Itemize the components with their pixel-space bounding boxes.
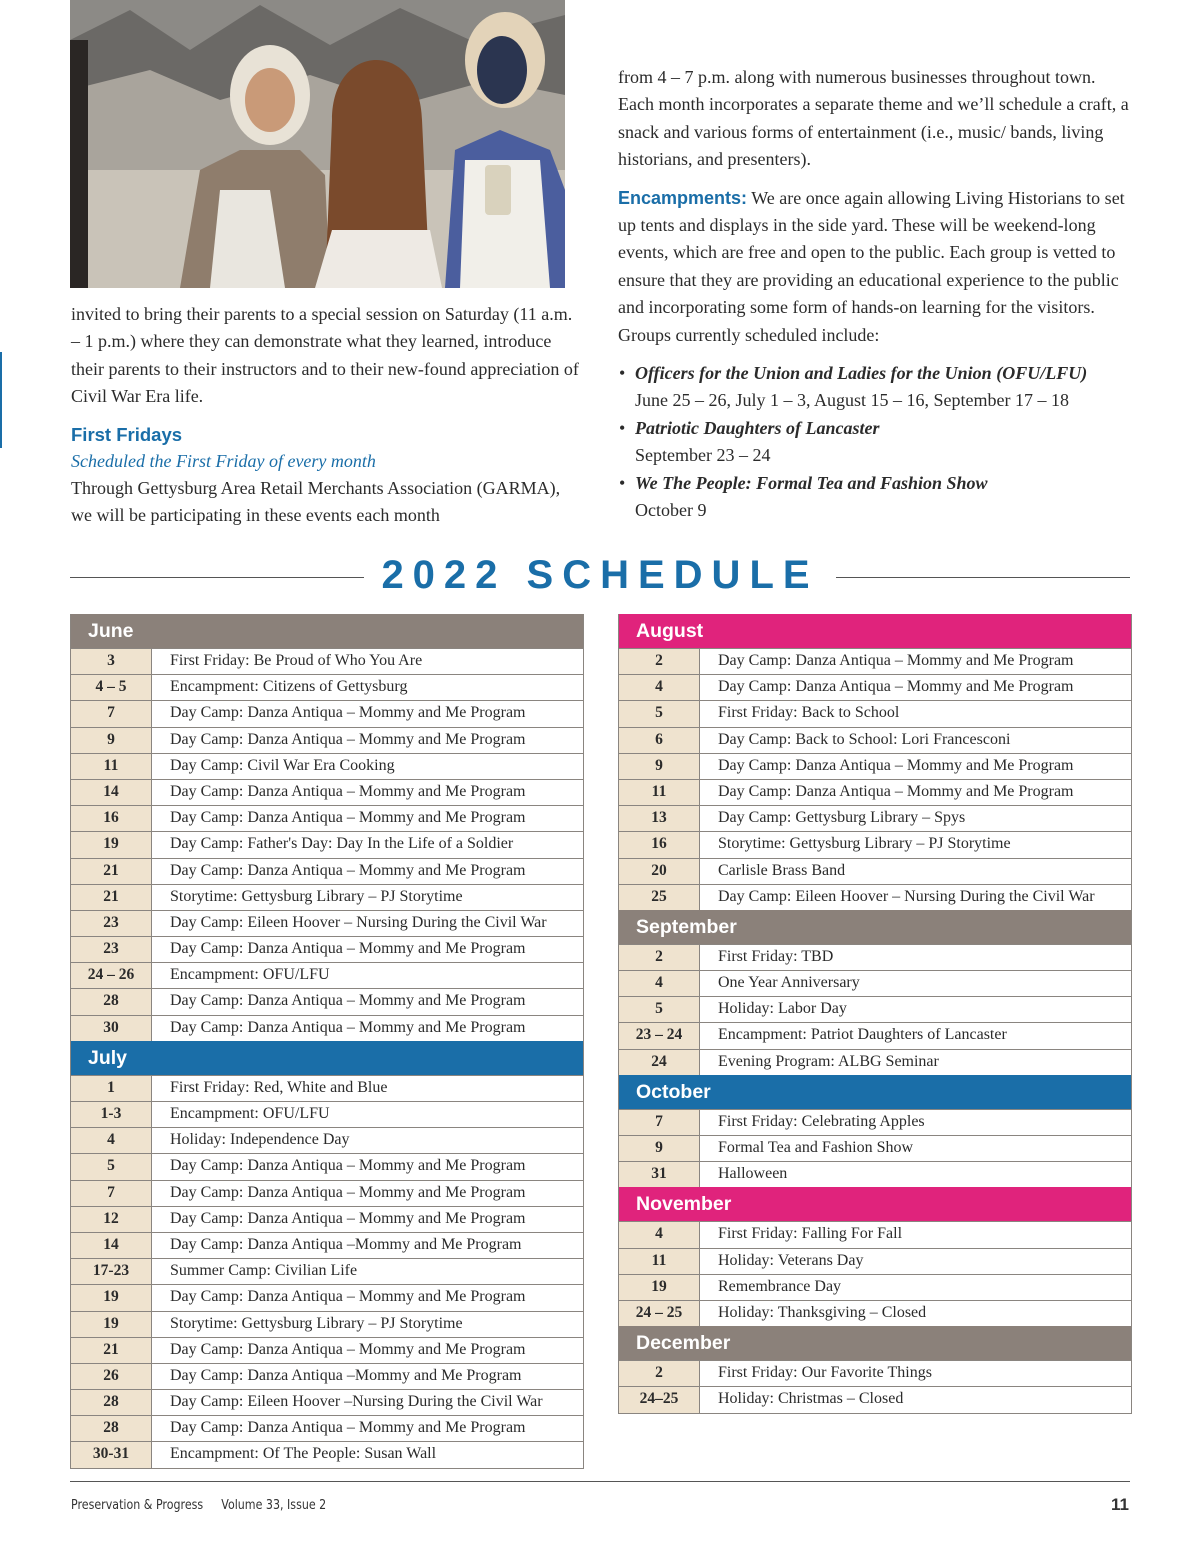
schedule-day: 3 — [71, 649, 152, 674]
schedule-event: Carlisle Brass Band — [718, 861, 846, 879]
schedule-day: 21 — [71, 885, 152, 910]
schedule-row — [71, 1232, 583, 1258]
schedule-day: 24–25 — [619, 1387, 700, 1412]
page-number: 11 — [1111, 1495, 1129, 1514]
schedule-row — [619, 944, 1131, 970]
schedule-day: 6 — [619, 728, 700, 753]
schedule-day: 13 — [619, 806, 700, 831]
schedule-day: 5 — [619, 997, 700, 1022]
group-dates: September 23 – 24 — [635, 445, 771, 466]
schedule-event: Encampment: OFU/LFU — [170, 966, 330, 984]
schedule-day: 7 — [71, 1181, 152, 1206]
schedule-row — [619, 727, 1131, 753]
schedule-row — [71, 831, 583, 857]
schedule-event: First Friday: TBD — [718, 947, 834, 965]
bullet-icon: • — [619, 417, 626, 438]
schedule-row — [71, 779, 583, 805]
schedule-day: 7 — [619, 1110, 700, 1135]
schedule-event: Day Camp: Danza Antiqua – Mommy and Me Program — [170, 1183, 526, 1201]
schedule-event: Storytime: Gettysburg Library – PJ Storytime — [718, 835, 1011, 853]
schedule-event: Day Camp: Danza Antiqua – Mommy and Me Program — [718, 782, 1074, 800]
schedule-row — [619, 884, 1131, 910]
month-header-august: August — [619, 614, 1131, 648]
first-fridays-subheading: Scheduled the First Friday of every month — [71, 450, 376, 471]
schedule-row — [71, 1127, 583, 1153]
encampments-body: We are once again allowing Living Historians to set up tents and displays in the side yard. These will be weekend-long events, which are free and open to the public. Each group is vetted to ensure that they are providing an educational experience to the public and incorporating some form of hands-on learning for the visitors. Groups currently scheduled include: — [618, 187, 1125, 345]
schedule-day: 21 — [71, 859, 152, 884]
schedule-row — [619, 674, 1131, 700]
schedule-day: 4 — [619, 971, 700, 996]
schedule-event: Storytime: Gettysburg Library – PJ Storytime — [170, 1314, 463, 1332]
schedule-day: 14 — [71, 1233, 152, 1258]
schedule-event: Day Camp: Eileen Hoover – Nursing During the Civil War — [170, 913, 547, 931]
schedule-row — [71, 858, 583, 884]
schedule-day: 4 — [619, 1222, 700, 1247]
schedule-row — [619, 1248, 1131, 1274]
schedule-row — [619, 1300, 1131, 1326]
schedule-day: 23 — [71, 911, 152, 936]
right-intro-column — [618, 64, 1133, 525]
schedule-day: 21 — [71, 1338, 152, 1363]
encampments-paragraph — [618, 185, 1133, 349]
schedule-row — [619, 1135, 1131, 1161]
schedule-event: Day Camp: Danza Antiqua – Mommy and Me Program — [170, 940, 526, 958]
schedule-row — [71, 936, 583, 962]
group-name: Officers for the Union and Ladies for the Union (OFU/LFU) — [635, 363, 1088, 384]
schedule-day: 19 — [619, 1275, 700, 1300]
schedule-row — [71, 1206, 583, 1232]
schedule-event: Day Camp: Father's Day: Day In the Life of a Soldier — [170, 835, 514, 853]
schedule-row — [619, 831, 1131, 857]
continued-paragraph-right: from 4 – 7 p.m. along with numerous businesses throughout town. Each month incorporates a separate theme and we’ll schedule a craft, a snack and various forms of entertainment (i.e., music/ bands, living historians, and presenters). — [618, 67, 1129, 170]
schedule-day: 7 — [71, 701, 152, 726]
schedule-row — [619, 970, 1131, 996]
schedule-day: 30-31 — [71, 1442, 152, 1467]
encampment-groups-list — [618, 360, 1133, 524]
schedule-row — [71, 1415, 583, 1441]
left-intro-column — [71, 301, 583, 530]
schedule-event: First Friday: Celebrating Apples — [718, 1112, 925, 1130]
schedule-row — [71, 1337, 583, 1363]
schedule-day: 28 — [71, 1416, 152, 1441]
schedule-day: 19 — [71, 1312, 152, 1337]
schedule-event: Remembrance Day — [718, 1277, 842, 1295]
schedule-day: 11 — [619, 780, 700, 805]
schedule-event: Day Camp: Eileen Hoover –Nursing During the Civil War — [170, 1393, 543, 1411]
group-name: Patriotic Daughters of Lancaster — [635, 417, 880, 438]
schedule-day: 9 — [71, 728, 152, 753]
schedule-day: 2 — [619, 649, 700, 674]
schedule-event: Encampment: Citizens of Gettysburg — [170, 678, 408, 696]
schedule-event: Day Camp: Danza Antiqua – Mommy and Me Program — [170, 730, 526, 748]
schedule-event: Summer Camp: Civilian Life — [170, 1262, 358, 1280]
schedule-row — [619, 700, 1131, 726]
schedule-event: Day Camp: Danza Antiqua – Mommy and Me Program — [718, 678, 1074, 696]
schedule-event: Day Camp: Danza Antiqua –Mommy and Me Program — [170, 1366, 522, 1384]
schedule-day: 2 — [619, 1361, 700, 1386]
schedule-day: 11 — [619, 1249, 700, 1274]
schedule-day: 30 — [71, 1016, 152, 1041]
encampment-group — [618, 360, 1133, 415]
schedule-row — [71, 1363, 583, 1389]
schedule-event: Encampment: Patriot Daughters of Lancaster — [718, 1026, 1007, 1044]
schedule-row — [619, 1274, 1131, 1300]
schedule-event: Day Camp: Danza Antiqua – Mommy and Me Program — [170, 1157, 526, 1175]
schedule-row — [619, 858, 1131, 884]
schedule-event: Halloween — [718, 1165, 788, 1183]
schedule-event: First Friday: Be Proud of Who You Are — [170, 652, 423, 669]
schedule-row — [71, 988, 583, 1014]
schedule-title-bar — [70, 552, 1130, 602]
schedule-day: 11 — [71, 754, 152, 779]
schedule-column-right — [618, 614, 1132, 1414]
month-header-june: June — [71, 614, 583, 648]
schedule-event: Day Camp: Gettysburg Library – Spys — [718, 809, 966, 827]
schedule-event: Day Camp: Back to School: Lori Francesconi — [718, 730, 1011, 748]
schedule-column-left — [70, 614, 584, 1469]
schedule-day: 16 — [619, 832, 700, 857]
first-fridays-heading: First Fridays — [71, 423, 183, 445]
bullet-icon: • — [619, 363, 626, 384]
schedule-day: 23 — [71, 937, 152, 962]
schedule-event: First Friday: Falling For Fall — [718, 1225, 903, 1243]
schedule-day: 24 – 25 — [619, 1301, 700, 1326]
schedule-event: First Friday: Back to School — [718, 704, 900, 722]
schedule-row — [71, 1311, 583, 1337]
encampments-label: Encampments: — [618, 187, 748, 208]
schedule-day: 1 — [71, 1076, 152, 1101]
schedule-row — [71, 1101, 583, 1127]
bullet-icon: • — [619, 472, 626, 493]
month-header-november: November — [619, 1187, 1131, 1221]
schedule-day: 4 – 5 — [71, 675, 152, 700]
schedule-event: Day Camp: Danza Antiqua – Mommy and Me Program — [170, 1340, 526, 1358]
schedule-event: Day Camp: Danza Antiqua – Mommy and Me Program — [718, 652, 1074, 669]
margin-accent-bar — [0, 352, 2, 448]
schedule-row — [71, 700, 583, 726]
first-fridays-body: Through Gettysburg Area Retail Merchants Association (GARMA), we will be participating in these events each month — [71, 478, 561, 526]
schedule-row — [619, 1049, 1131, 1075]
schedule-event: Day Camp: Eileen Hoover – Nursing During the Civil War — [718, 887, 1095, 905]
schedule-row — [71, 727, 583, 753]
schedule-row — [71, 962, 583, 988]
schedule-row — [619, 1161, 1131, 1187]
schedule-row — [619, 1109, 1131, 1135]
month-header-september: September — [619, 910, 1131, 944]
schedule-day: 20 — [619, 859, 700, 884]
group-dates: October 9 — [635, 500, 707, 521]
schedule-day: 19 — [71, 1285, 152, 1310]
schedule-event: First Friday: Our Favorite Things — [718, 1364, 932, 1382]
schedule-day: 26 — [71, 1364, 152, 1389]
schedule-title: 2022 SCHEDULE — [381, 553, 819, 597]
schedule-event: Day Camp: Danza Antiqua – Mommy and Me Program — [170, 1288, 526, 1306]
schedule-day: 24 — [619, 1050, 700, 1075]
schedule-event: Holiday: Independence Day — [170, 1131, 350, 1149]
schedule-event: Day Camp: Danza Antiqua – Mommy and Me Program — [170, 809, 526, 827]
schedule-row — [71, 753, 583, 779]
schedule-event: Day Camp: Danza Antiqua – Mommy and Me Program — [170, 992, 526, 1010]
schedule-event: First Friday: Red, White and Blue — [170, 1078, 388, 1096]
schedule-day: 9 — [619, 754, 700, 779]
schedule-day: 25 — [619, 885, 700, 910]
schedule-event: Evening Program: ALBG Seminar — [718, 1052, 939, 1070]
schedule-event: Day Camp: Danza Antiqua – Mommy and Me Program — [170, 782, 526, 800]
schedule-event: Day Camp: Danza Antiqua – Mommy and Me Program — [170, 1018, 526, 1036]
schedule-event: Day Camp: Danza Antiqua – Mommy and Me Program — [170, 704, 526, 722]
schedule-event: Day Camp: Danza Antiqua – Mommy and Me Program — [170, 1419, 526, 1437]
schedule-day: 31 — [619, 1162, 700, 1187]
month-header-july: July — [71, 1041, 583, 1075]
schedule-day: 5 — [619, 701, 700, 726]
cutout-photo — [70, 0, 565, 288]
schedule-row — [71, 884, 583, 910]
schedule-row — [619, 1022, 1131, 1048]
schedule-day: 4 — [71, 1128, 152, 1153]
month-header-october: October — [619, 1075, 1131, 1109]
schedule-row — [71, 1015, 583, 1041]
encampment-group — [618, 470, 1133, 525]
month-header-december: December — [619, 1326, 1131, 1360]
schedule-event: Holiday: Thanksgiving – Closed — [718, 1303, 927, 1321]
schedule-row — [619, 1221, 1131, 1247]
schedule-row — [71, 1153, 583, 1179]
schedule-row — [619, 779, 1131, 805]
schedule-row — [71, 648, 583, 674]
continued-paragraph: invited to bring their parents to a special session on Saturday (11 a.m. – 1 p.m.) where they can demonstrate what they learned, introduce their parents to their instructors and to their new-found appreciation of Civil War Era life. — [71, 304, 579, 407]
schedule-day: 17-23 — [71, 1259, 152, 1284]
group-name: We The People: Formal Tea and Fashion Show — [635, 472, 988, 493]
schedule-row — [619, 1386, 1131, 1412]
schedule-event: Formal Tea and Fashion Show — [718, 1139, 914, 1156]
schedule-event: One Year Anniversary — [718, 974, 860, 992]
schedule-event: Holiday: Veterans Day — [718, 1251, 864, 1269]
encampment-group — [618, 415, 1133, 470]
schedule-day: 24 – 26 — [71, 963, 152, 988]
schedule-day: 28 — [71, 989, 152, 1014]
schedule-event: Holiday: Christmas – Closed — [718, 1390, 904, 1408]
schedule-day: 4 — [619, 675, 700, 700]
schedule-row — [71, 674, 583, 700]
schedule-day: 23 – 24 — [619, 1023, 700, 1048]
schedule-event: Day Camp: Civil War Era Cooking — [170, 756, 395, 774]
schedule-day: 5 — [71, 1154, 152, 1179]
schedule-row — [619, 996, 1131, 1022]
photo-illustration — [70, 0, 565, 288]
footer-publication — [71, 1497, 326, 1513]
schedule-row — [71, 1180, 583, 1206]
schedule-row — [71, 1284, 583, 1310]
schedule-event: Encampment: OFU/LFU — [170, 1105, 330, 1122]
schedule-day: 1-3 — [71, 1102, 152, 1127]
schedule-day: 19 — [71, 832, 152, 857]
schedule-row — [71, 1075, 583, 1101]
schedule-day: 12 — [71, 1207, 152, 1232]
schedule-row — [71, 910, 583, 936]
schedule-event: Day Camp: Danza Antiqua – Mommy and Me Program — [170, 1209, 526, 1227]
schedule-event: Encampment: Of The People: Susan Wall — [170, 1445, 437, 1463]
schedule-event: Day Camp: Danza Antiqua – Mommy and Me Program — [170, 861, 526, 879]
schedule-day: 14 — [71, 780, 152, 805]
schedule-row — [619, 1360, 1131, 1386]
issue-info: Volume 33, Issue 2 — [221, 1497, 327, 1513]
schedule-row — [71, 1258, 583, 1284]
schedule-event: Day Camp: Danza Antiqua –Mommy and Me Program — [170, 1235, 522, 1253]
schedule-day: 2 — [619, 945, 700, 970]
schedule-day: 28 — [71, 1390, 152, 1415]
schedule-row — [71, 1441, 583, 1467]
schedule-day: 9 — [619, 1136, 700, 1161]
group-dates: June 25 – 26, July 1 – 3, August 15 – 16, September 17 – 18 — [635, 390, 1069, 411]
schedule-event: Day Camp: Danza Antiqua – Mommy and Me Program — [718, 756, 1074, 774]
schedule-row — [71, 805, 583, 831]
schedule-day: 16 — [71, 806, 152, 831]
publication-name: Preservation & Progress — [71, 1497, 204, 1513]
footer-rule — [70, 1481, 1130, 1482]
schedule-row — [619, 753, 1131, 779]
schedule-event: Storytime: Gettysburg Library – PJ Storytime — [170, 887, 463, 905]
schedule-row — [619, 648, 1131, 674]
schedule-row — [619, 805, 1131, 831]
schedule-row — [71, 1389, 583, 1415]
schedule-event: Holiday: Labor Day — [718, 1000, 847, 1018]
